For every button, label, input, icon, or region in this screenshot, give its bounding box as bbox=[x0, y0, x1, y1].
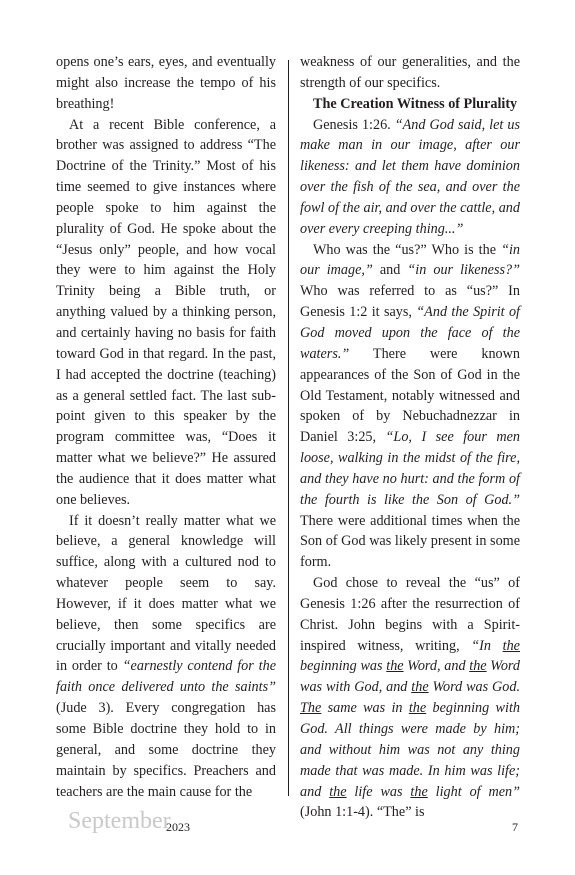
underlined-word: the bbox=[408, 700, 427, 717]
text-run: beginning was bbox=[300, 658, 387, 675]
underlined-word: The bbox=[300, 700, 322, 717]
underlined-word: the bbox=[469, 658, 487, 675]
underlined-word: the bbox=[329, 783, 347, 800]
footer-month: September bbox=[68, 808, 171, 834]
text-run: There were additional times when the Son of God was likely present in some form. bbox=[300, 512, 520, 571]
underlined-word: the bbox=[410, 783, 428, 800]
text-run: Genesis 1:26. bbox=[313, 116, 395, 133]
section-heading: The Creation Witness of Plurality bbox=[313, 95, 518, 112]
text-run: life was bbox=[346, 783, 411, 800]
text-run: beginning with God. All things were made by him; and without him was not any thing made that was made. In him was life; and bbox=[300, 700, 520, 800]
page-number: 7 bbox=[512, 820, 518, 834]
scripture-quote: “And God said, let us make man in our image, after our likeness: and let them have dominion over the fish of the sea, and over the fowl of the air, and over the cattle, and over every creeping thing...” bbox=[300, 116, 520, 237]
text-run: (Jude 3). Every congregation has some Bible doctrine they hold to in general, and some doctrine they maintain by specifics. Preachers and teachers are the main cause for the bbox=[56, 700, 276, 800]
underlined-word: the bbox=[386, 658, 404, 675]
text-run: and bbox=[372, 262, 408, 279]
scripture-quote: “And the Spirit of God moved upon the face of the waters.” bbox=[300, 304, 520, 362]
underlined-word: the bbox=[411, 679, 429, 696]
paragraph bbox=[300, 115, 520, 240]
paragraph: weakness of our generalities, and the strength of our specifics. bbox=[300, 54, 520, 91]
scripture-quote: “in our likeness?” bbox=[407, 262, 520, 279]
text-run: Who was referred to as “us?” In Genesis 1:2 it says, bbox=[300, 283, 520, 321]
paragraph bbox=[56, 511, 276, 803]
left-column bbox=[56, 52, 276, 802]
paragraph bbox=[300, 573, 520, 823]
paragraph: opens one’s ears, eyes, and eventually might also increase the tempo of his breathing! bbox=[56, 54, 276, 112]
text-run: There were known appearances of the Son of God in the Old Testament, notably witnessed and spoken of by Nebuchadnezzar in Daniel 3:25, bbox=[300, 345, 520, 446]
text-run: Word was with God, and bbox=[300, 658, 520, 696]
text-run: If it doesn’t really matter what we believe, a general knowledge will suffice, along with a cultured nod to whatever people seem to say. However, if it does matter what we believe, then some specifics are crucially important and vitally needed in order to bbox=[56, 512, 276, 675]
text-run: same was in bbox=[321, 700, 409, 717]
text-run: God chose to reveal the “us” of Genesis 1:26 after the resurrection of Christ. John begins with a Spirit-inspired witness, writing, bbox=[300, 575, 520, 654]
paragraph bbox=[300, 240, 520, 574]
paragraph: At a recent Bible conference, a brother was assigned to address “The Doctrine of the Trinity.” Most of his time seemed to give instances where people spoke to him against the plurality of God. He spoke about the “Jesus only” people, and how vocal they were to him against the Holy Trinity being a Bible truth, or anything valued by a thinking person, and certainly having no basis for faith toward God in that regard. In the past, I had accepted the doctrine (teaching) as a general settled fact. The last sub-point given to this speaker by the program committee was, “Does it matter what we believe?” He assured the audience that it does matter what one believes. bbox=[56, 116, 276, 508]
text-run: light of men” bbox=[427, 783, 521, 800]
scripture-quote: “Lo, I see four men loose, walking in the midst of the fire, and they have no hurt: and the form of the fourth is like the Son of God.” bbox=[300, 429, 520, 508]
text-run: Who was the “us?” Who is the bbox=[313, 241, 502, 258]
scripture-quote: “in our image,” bbox=[300, 241, 520, 279]
footer-year: 2023 bbox=[166, 820, 190, 834]
text-run: (John 1:1-4). “The” is bbox=[300, 804, 425, 821]
right-column bbox=[300, 52, 520, 823]
column-divider bbox=[288, 60, 289, 796]
scripture-quote: “earnestly contend for the faith once delivered unto the saints” bbox=[56, 658, 276, 696]
underlined-word: the bbox=[502, 637, 520, 654]
text-run: “In bbox=[471, 637, 503, 654]
text-run: Word, and bbox=[403, 658, 470, 675]
scripture-quote bbox=[300, 638, 520, 800]
text-run: Word was God. bbox=[428, 679, 520, 696]
